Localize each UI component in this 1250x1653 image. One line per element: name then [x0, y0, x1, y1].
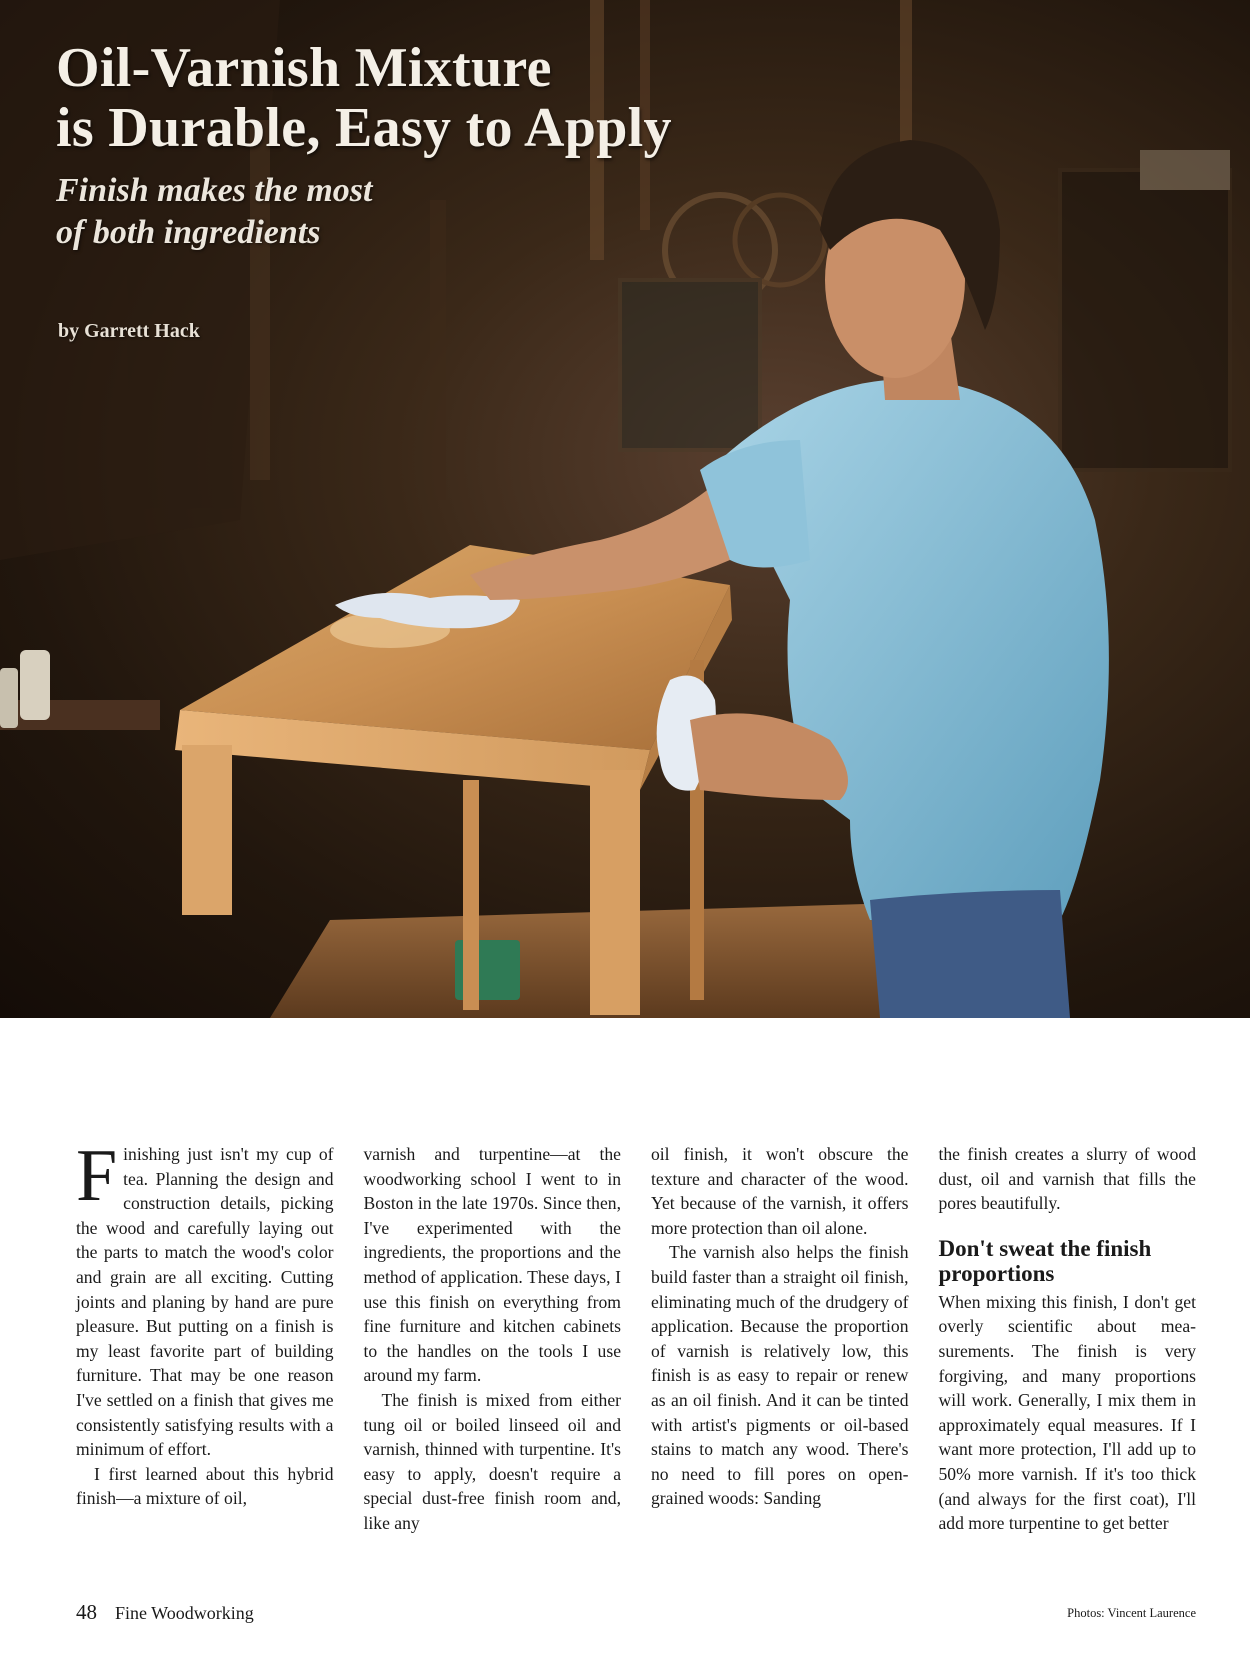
man-applying-finish — [470, 140, 1109, 1018]
page-number: 48 — [76, 1600, 97, 1624]
subtitle-line-2: of both ingredients — [56, 214, 321, 251]
paragraph: I first learned about this hybrid finish—a mixture of oil, — [76, 1463, 334, 1509]
column-2 — [364, 1142, 622, 1572]
paragraph — [76, 1135, 334, 1462]
article-title — [56, 38, 672, 158]
article-subtitle — [56, 170, 672, 254]
byline: by Garrett Hack — [58, 320, 200, 342]
title-block — [56, 38, 672, 254]
paragraph: The finish is mixed from either tung oil or boiled linseed oil and varnish, thinned with turpentine. It's easy to apply, doesn't require a special dust-free finish room and, like any — [363, 1389, 621, 1533]
paragraph: the finish creates a slurry of wood dust, oil and varnish that fills the pores beautifully. — [938, 1144, 1196, 1214]
page-footer — [76, 1600, 254, 1625]
column-4 — [939, 1142, 1197, 1572]
column-3 — [651, 1142, 909, 1572]
magazine-name: Fine Woodworking — [115, 1603, 254, 1623]
bottle — [20, 650, 50, 720]
column-1 — [76, 1135, 334, 1572]
paragraph: The varnish also helps the finish build faster than a straight oil finish, eliminating much of the drudgery of application. Because the proportion of varnish is relatively low, this finish is as easy to repair or renew as an oil finish. And it can be tinted with artist's pigments or oil-based stains to match any wood. There's no need to fill pores on open-grained woods: Sanding — [651, 1242, 909, 1509]
paragraph: oil finish, it won't obscure the texture and character of the wood. Yet because of the varnish, it offers more protection than oil alone. — [651, 1144, 909, 1238]
subtitle-line-1: Finish makes the most — [56, 172, 373, 209]
paragraph: When mixing this finish, I don't get overly scientific about measurements. The finish is very forgiving, and many proportions will work. Generally, I mix them in approximately equal measures. If I want more protection, I'll add up to 50% more varnish. If it's too thick (and always for the first coat), I'll add more turpentine to get better — [938, 1291, 1196, 1534]
title-line-2: is Durable, Easy to Apply — [56, 97, 672, 159]
paragraph-text: inishing just isn't my cup of tea. Planning the design and construction details, picking the wood and carefully laying out the parts to match the wood's color and grain are all exciting. Cutting joints and planing by hand are pure pleasure. But putting on a finish is my least favorite part of building furniture. That may be one reason I've settled on a finish that gives me consistently satisfying results with a minimum of effort. — [76, 1144, 334, 1460]
bottle — [0, 668, 18, 728]
drop-cap: F — [76, 1135, 118, 1217]
title-line-1: Oil-Varnish Mixture — [56, 37, 552, 99]
article-body — [76, 1135, 1196, 1572]
photo-credit: Photos: Vincent Laurence — [1067, 1606, 1196, 1620]
section-heading: Don't sweat the finish proportions — [938, 1235, 1152, 1286]
paragraph: varnish and turpentine—at the woodworking school I went to in Boston in the late 1970s. Since then, I've experimented with the ingredients, the proportions and the method of application. These days, I use this finish on everything from fine furniture and kitchen cabinets to the handles on the tools I use around my farm. — [363, 1144, 621, 1386]
